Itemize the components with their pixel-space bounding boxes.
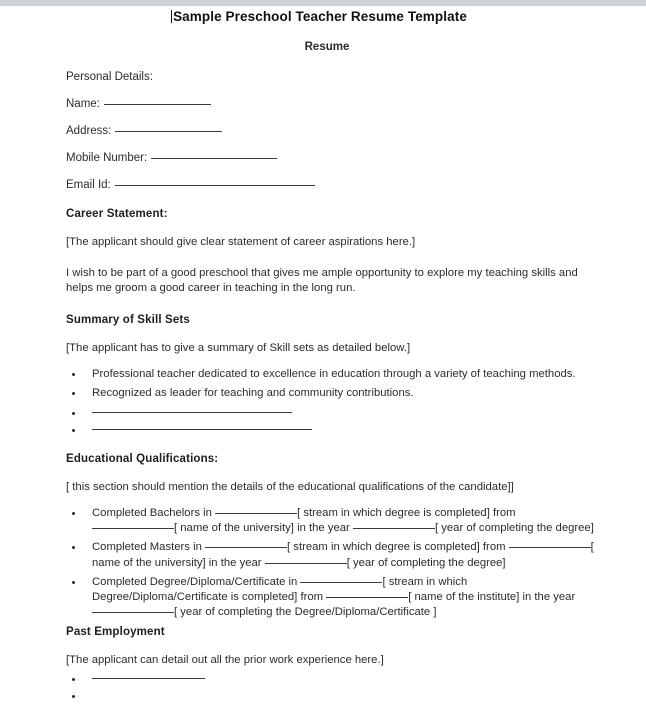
field-label-address: Address: bbox=[66, 125, 112, 137]
educational-qualifications-instruction: [ this section should mention the details of the educational qualifications of the candidate]] bbox=[66, 480, 514, 493]
edu-bachelors-suffix: [ year of completing the degree] bbox=[434, 522, 594, 535]
list-item-blank bbox=[66, 672, 600, 685]
career-statement-body: I wish to be part of a good preschool that gives me ample opportunity to explore my teaching skills and helps me groom a good career in teaching in the long run. bbox=[66, 266, 578, 295]
skill-blank-rule-2[interactable] bbox=[92, 429, 312, 430]
edu-diploma-mid2: [ name of the institute] in the year bbox=[408, 590, 576, 603]
skill-blank-rule-1[interactable] bbox=[92, 412, 292, 413]
field-row-address bbox=[66, 110, 600, 137]
field-row-mobile-number bbox=[66, 137, 600, 164]
field-label-name: Name: bbox=[66, 98, 100, 110]
field-row-name bbox=[66, 83, 600, 110]
past-employment-rule-1[interactable] bbox=[92, 678, 205, 679]
field-label-email-id: Email Id: bbox=[66, 179, 111, 191]
page-title-text: Sample Preschool Teacher Resume Template bbox=[173, 9, 467, 24]
edu-bachelors-mid1: [ stream in which degree is completed] from bbox=[297, 507, 516, 520]
edu-bachelors-rule-year[interactable] bbox=[353, 528, 435, 529]
educational-qualifications-bullet-list bbox=[66, 495, 600, 620]
past-employment-bullet-list bbox=[66, 669, 600, 702]
list-item bbox=[66, 540, 600, 570]
list-item bbox=[66, 506, 600, 536]
list-item bbox=[66, 575, 600, 620]
edu-bachelors-mid2: [ name of the university] in the year bbox=[174, 522, 353, 535]
personal-details-label: Personal Details: bbox=[66, 71, 153, 83]
edu-masters-rule-year[interactable] bbox=[265, 563, 347, 564]
field-rule-address[interactable] bbox=[115, 131, 222, 132]
document-subtitle: Resume bbox=[304, 41, 350, 53]
edu-diploma-mid1: [ stream in which Degree/Diploma/Certificate is completed] from bbox=[92, 575, 468, 603]
edu-diploma-rule-year[interactable] bbox=[92, 612, 174, 613]
edu-diploma-prefix: Completed Degree/Diploma/Certificate in bbox=[92, 575, 301, 588]
field-rule-email-id[interactable] bbox=[115, 185, 315, 186]
past-employment-instruction: [The applicant can detail out all the prior work experience here.] bbox=[66, 654, 384, 667]
field-row-email-id bbox=[66, 164, 600, 191]
edu-bachelors-prefix: Completed Bachelors in bbox=[92, 507, 216, 520]
list-item: Recognized as leader for teaching and community contributions. bbox=[66, 386, 600, 401]
career-statement-heading: Career Statement: bbox=[66, 208, 168, 220]
skill-sets-bullet-list bbox=[66, 356, 600, 435]
career-statement-instruction: [The applicant should give clear statement of career aspirations here.] bbox=[66, 236, 416, 248]
edu-bachelors-rule-university[interactable] bbox=[92, 528, 174, 529]
page-title bbox=[52, 6, 586, 24]
field-label-mobile-number: Mobile Number: bbox=[66, 152, 148, 164]
edu-masters-rule-stream[interactable] bbox=[205, 547, 287, 548]
summary-skill-sets-heading: Summary of Skill Sets bbox=[66, 313, 190, 326]
edu-diploma-suffix: [ year of completing the Degree/Diploma/Certificate ] bbox=[174, 605, 437, 618]
edu-diploma-rule-institute[interactable] bbox=[326, 597, 408, 598]
edu-masters-mid2: [ name of the university] in the year bbox=[92, 541, 594, 569]
edu-masters-mid1: [ stream in which degree is completed] from bbox=[287, 541, 509, 554]
list-item-blank bbox=[66, 423, 600, 436]
list-item-blank bbox=[66, 689, 600, 702]
text-caret bbox=[171, 10, 172, 23]
field-rule-mobile-number[interactable] bbox=[151, 158, 277, 159]
educational-qualifications-heading: Educational Qualifications: bbox=[66, 452, 219, 465]
list-item: Professional teacher dedicated to excellence in education through a variety of teaching methods. bbox=[66, 367, 600, 382]
past-employment-heading: Past Employment bbox=[66, 626, 165, 639]
document-body bbox=[0, 6, 646, 708]
field-rule-name[interactable] bbox=[104, 104, 211, 105]
edu-diploma-rule-stream[interactable] bbox=[300, 582, 382, 583]
edu-masters-rule-university[interactable] bbox=[509, 547, 591, 548]
edu-masters-prefix: Completed Masters in bbox=[92, 541, 206, 554]
summary-skill-sets-instruction: [The applicant has to give a summary of Skill sets as detailed below.] bbox=[66, 341, 411, 354]
edu-bachelors-rule-stream[interactable] bbox=[215, 513, 297, 514]
edu-masters-suffix: [ year of completing the degree] bbox=[346, 556, 506, 569]
list-item-blank bbox=[66, 406, 600, 419]
